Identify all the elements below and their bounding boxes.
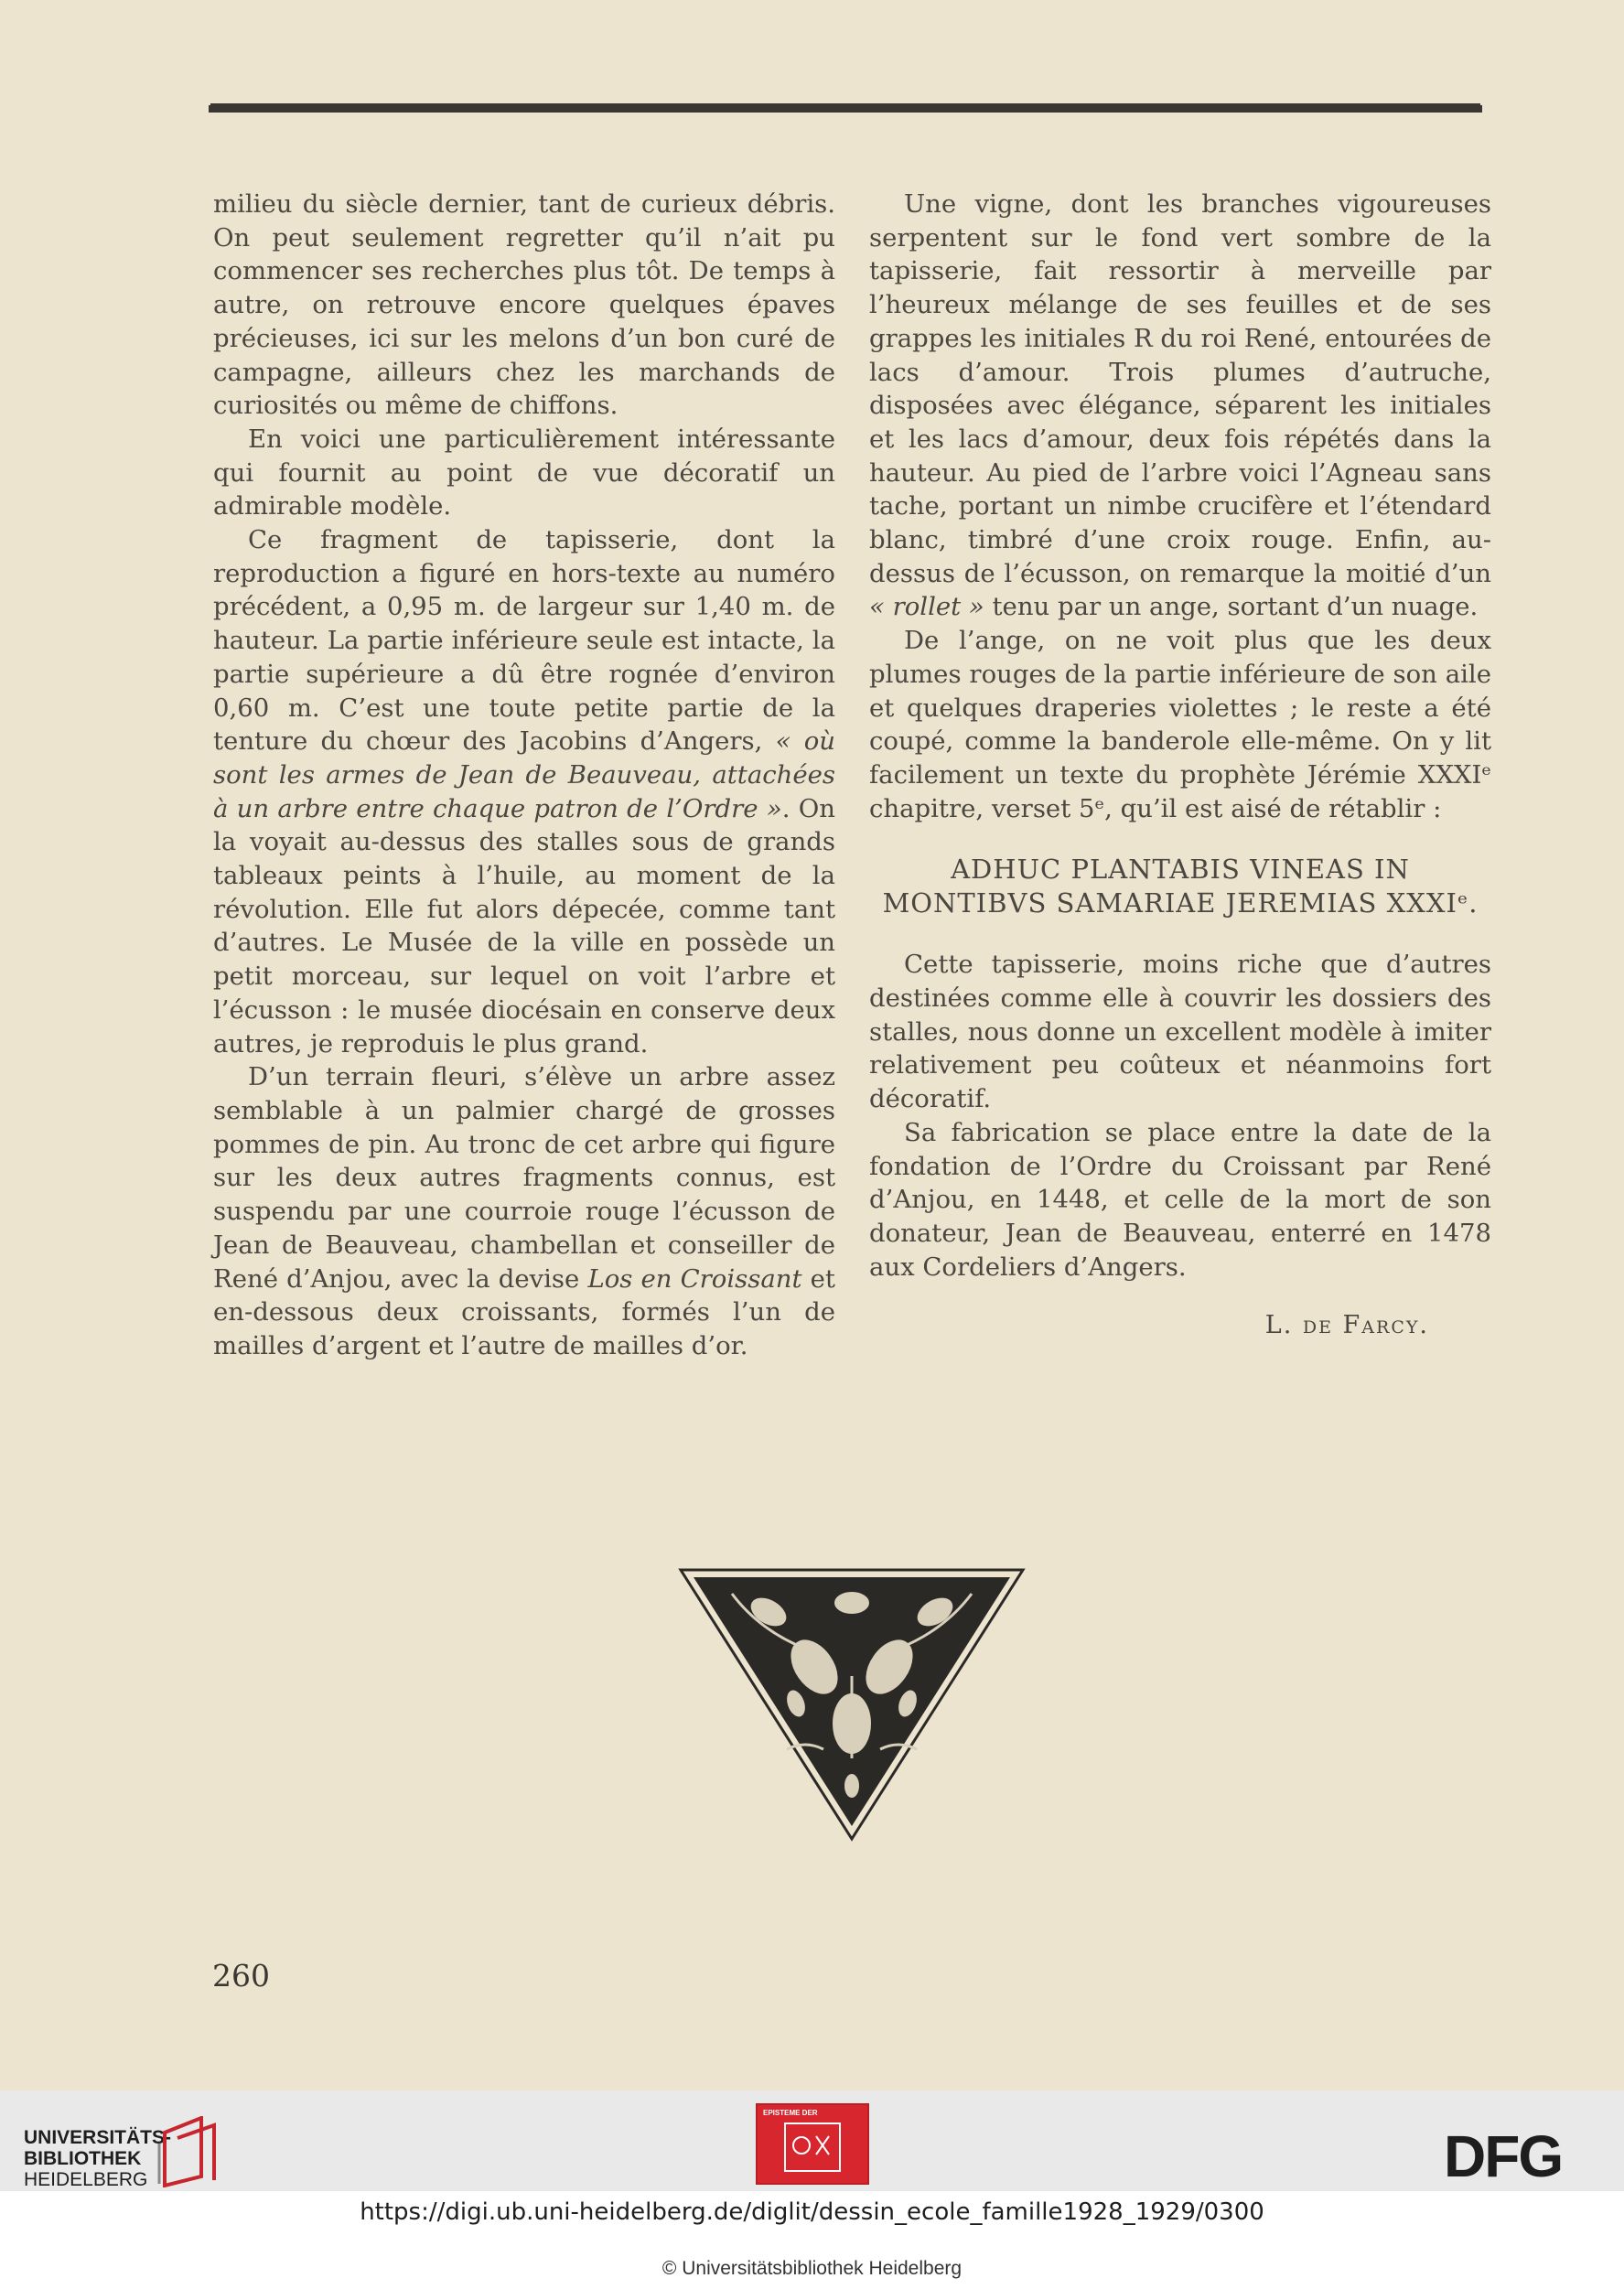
epistemes-logo[interactable] xyxy=(756,2103,869,2185)
library-name-line: HEIDELBERG xyxy=(24,2169,148,2190)
permalink-url[interactable]: https://digi.ub.uni-heidelberg.de/diglit/dessin_ecole_famille1928_1929/0300 xyxy=(360,2198,1264,2226)
paragraph: milieu du siècle dernier, tant de curieux débris. On peut seulement regretter qu’il n’ait pu commencer ses recherches plus tôt. De temps à autre, on retrouve encore quelques épaves précieuses, ici sur les melons d’un bon curé de campagne, ailleurs chez les marchands de curiosités ou même de chiffons. xyxy=(213,189,835,421)
text-run: Une vigne, dont les branches vigoureuses serpentent sur le fond vert sombre de la tapisserie, fait ressortir à merveille par l’heureux mélange de ses feuilles et de ses grappes les initiales R du roi René, entourées de lacs d’amour. Trois plumes d’autruche, disposées avec élégance, séparent les initiales et les lacs d’amour, deux fois répétés dans la hauteur. Au pied de l’arbre voici l’Agneau sans tache, portant un nimbe crucifère et l’étendard blanc, timbré d’une croix rouge. Enfin, au-dessus de l’écusson, on remarque la moitié d’un xyxy=(869,189,1491,588)
inscription: ADHUC PLANTABIS VINEAS IN MONTIBVS SAMARIAE JEREMIAS XXXIᵉ. xyxy=(882,854,1479,919)
dfg-logo[interactable]: DFG xyxy=(1444,2123,1563,2189)
library-mark-icon xyxy=(157,2116,227,2187)
paragraph: En voici une particulièrement intéressante qui fournit au point de vue décoratif un admirable modèle. xyxy=(213,424,835,521)
logo-band xyxy=(0,2090,1624,2191)
text-run: . On la voyait au-dessus des stalles sous de grands tableaux peints à l’huile, au moment de la révolution. Elle fut alors dépecée, comme tant d’autres. Le Musée de la ville en possède un petit morceau, sur lequel on voit l’arbre et l’écusson : le musée diocésain en conserve deux autres, je reproduis le plus grand. xyxy=(213,793,835,1059)
library-name-line: BIBLIOTHEK xyxy=(24,2148,142,2169)
author-signature: L. de Farcy. xyxy=(1264,1311,1429,1340)
motto: Los en Croissant xyxy=(587,1263,802,1294)
paragraph xyxy=(869,188,1491,624)
paragraph: De l’ange, on ne voit plus que les deux plumes rouges de la partie inférieure de son aile et quelques draperies violettes ; le reste a été coupé, comme la banderole elle-même. On y lit facilement un texte du prophète Jérémie XXXIᵉ chapitre, verset 5ᵉ, qu’il est aisé de rétablir : xyxy=(869,626,1491,823)
quotation: « où sont les armes de Jean de Beauveau, attachées à un arbre entre chaque patron de l’Ordre » xyxy=(213,726,835,823)
text-run: D’un terrain fleuri, s’élève un arbre assez semblable à un palmier chargé de grosses pommes de pin. Au tronc de cet arbre qui figure sur les deux autres fragments connus, est suspendu par une courroie rouge l’écusson de Jean de Beauveau, chambellan et conseiller de René d’Anjou, avec la devise xyxy=(213,1062,835,1294)
paragraph: Sa fabrication se place entre la date de la fondation de l’Ordre du Croissant par René d’Anjou, en 1448, et celle de la mort de son donateur, Jean de Beauveau, enterré en 1478 aux Cordeliers d’Angers. xyxy=(869,1117,1491,1282)
top-rule xyxy=(209,105,1482,113)
page-number: 260 xyxy=(212,1958,270,1993)
copyright-notice: © Universitätsbibliothek Heidelberg xyxy=(661,2258,963,2279)
text-run: tenu par un ange, sortant d’un nuage. xyxy=(984,592,1479,622)
viewer-footer xyxy=(0,2090,1624,2289)
library-name-line: UNIVERSITÄTS- xyxy=(24,2127,172,2148)
paragraph xyxy=(213,1060,835,1362)
rollet-term: « rollet » xyxy=(869,592,984,622)
paragraph: Cette tapisserie, moins riche que d’autres destinées comme elle à couvrir les dossiers des stalles, nous donne un excellent modèle à imiter relativement peu coûteux et néanmoins fort décoratif. xyxy=(869,950,1491,1114)
text-run: Ce fragment de tapisserie, dont la reproduction a figuré en hors-texte au numéro précédent, a 0,95 m. de largeur sur 1,40 m. de hauteur. La partie inférieure seule est intacte, la partie supérieure a dû être rognée d’environ 0,60 m. C’est une toute petite partie de la tenture du chœur des Jacobins d’Angers, xyxy=(213,525,835,757)
epistemes-tag: EPISTEME DER xyxy=(763,2109,818,2117)
paragraph xyxy=(213,523,835,1060)
text-run: et en-dessous deux croissants, formés l’un de mailles d’argent et l’autre de mailles d’or. xyxy=(213,1263,835,1360)
left-column xyxy=(213,188,835,1363)
right-column xyxy=(869,188,1491,1343)
university-library-logo[interactable] xyxy=(24,2127,171,2190)
triangle-leaf-ornament-icon xyxy=(677,1566,1027,1843)
